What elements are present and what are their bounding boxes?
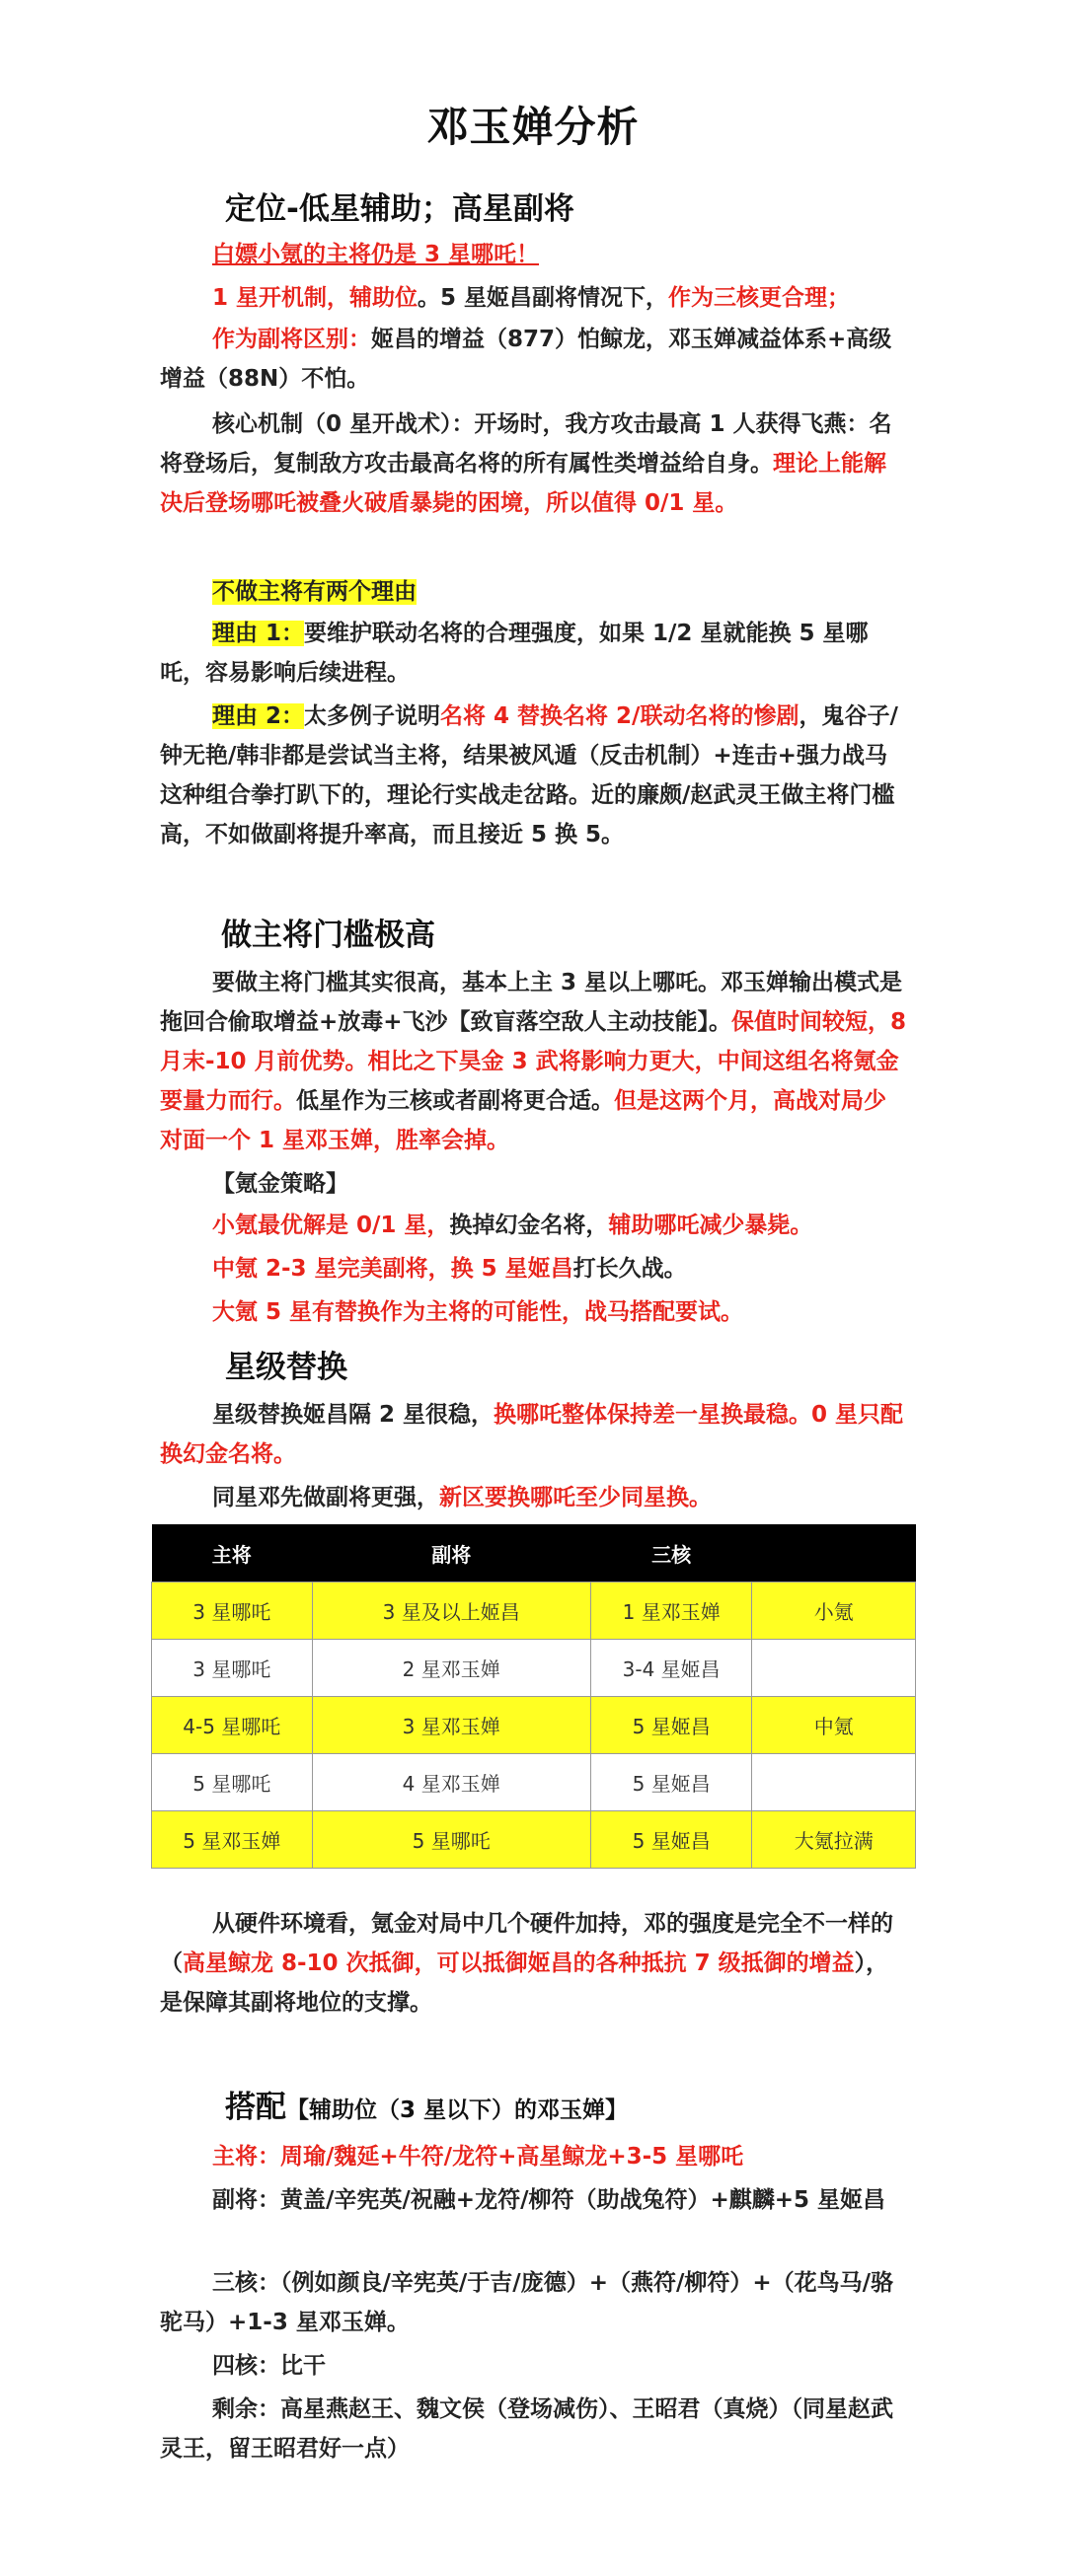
vice-difference-label: 作为副将区别： xyxy=(212,327,371,352)
mechanism-b: 。5 星姬昌副将情况下， xyxy=(418,285,669,311)
table-header-row xyxy=(152,1524,916,1582)
lineup-table xyxy=(151,1524,916,1869)
table-row xyxy=(152,1582,916,1640)
vice-difference xyxy=(160,320,908,399)
reason-2-a: 太多例子说明 xyxy=(304,703,441,729)
two-reasons-heading-text: 不做主将有两个理由 xyxy=(212,579,417,605)
note-main-nezha-text: 白嫖小氪的主将仍是 3 星哪吒！ xyxy=(212,242,540,267)
hardware-b: 高星鲸龙 8-10 次抵御，可以抵御姬昌的各种抵抗 7 级抵御的增益 xyxy=(183,1950,855,1976)
table-cell xyxy=(752,1754,916,1811)
table-cell: 5 星姬昌 xyxy=(590,1811,752,1869)
mechanism-line xyxy=(212,278,923,318)
core-mechanism-text: 核心机制（0 星开战术）：开场时，我方攻击最高 1 人获得飞燕：名将登场后，复制敌方攻击最高名将的所有属性类增益给自身。 xyxy=(160,411,892,477)
table-cell: 5 星姬昌 xyxy=(590,1697,752,1754)
hardware-c: ），是保障其副将地位的支撑。 xyxy=(160,1950,889,2016)
table-cell: 5 星哪吒 xyxy=(152,1754,313,1811)
combo-rest: 剩余：高星燕赵王、魏文侯（登场减伤）、王昭君（真烧）（同星赵武灵王，留王昭君好一点） xyxy=(160,2396,893,2462)
threshold-d: 但是这两个月，高战对局少对面一个 1 星邓玉婵，胜率会掉。 xyxy=(160,1088,886,1153)
core-mechanism xyxy=(160,405,908,523)
table-cell: 1 星邓玉婵 xyxy=(590,1582,752,1640)
mechanism-c: 作为三核更合理； xyxy=(668,285,851,311)
table-row xyxy=(152,1640,916,1697)
table-cell: 2 星邓玉婵 xyxy=(312,1640,590,1697)
table-cell: 5 星邓玉婵 xyxy=(152,1811,313,1869)
col-header-tier xyxy=(752,1524,916,1582)
col-header-main: 主将 xyxy=(152,1524,313,1582)
table-cell: 4 星邓玉婵 xyxy=(312,1754,590,1811)
section-heading-threshold: 做主将门槛极高 xyxy=(221,918,435,953)
combo-heading-text: 搭配 xyxy=(225,2090,286,2125)
table-cell: 中氪 xyxy=(752,1697,916,1754)
page-title: 邓玉婵分析 xyxy=(426,103,640,151)
table-cell: 5 星哪吒 xyxy=(312,1811,590,1869)
vice-difference-text: 姬昌的增益（877）怕鲸龙，邓玉婵减益体系+高级增益（88N）不怕。 xyxy=(160,327,892,392)
table-cell: 3-4 星姬昌 xyxy=(590,1640,752,1697)
section-heading-positioning: 定位-低星辅助；高星副将 xyxy=(225,191,574,227)
table-cell xyxy=(752,1640,916,1697)
hardware-a: 从硬件环境看，氪金对局中几个硬件加持，邓的强度是完全不一样的（ xyxy=(160,1911,893,1976)
same-star-paragraph xyxy=(212,1478,923,1517)
strategy-medium-b: 打长久战。 xyxy=(572,1256,687,1282)
two-reasons-heading xyxy=(212,572,960,612)
table-row xyxy=(152,1754,916,1811)
table-row xyxy=(152,1811,916,1869)
col-header-vice: 副将 xyxy=(312,1524,590,1582)
table-cell: 3 星邓玉婵 xyxy=(312,1697,590,1754)
table-cell: 3 星哪吒 xyxy=(152,1582,313,1640)
table-cell: 3 星及以上姬昌 xyxy=(312,1582,590,1640)
reason-2-label: 理由 2： xyxy=(212,703,305,729)
threshold-c: 低星作为三核或者副将更合适。 xyxy=(296,1088,614,1114)
star-replace-a: 星级替换姬昌隔 2 星很稳， xyxy=(212,1402,495,1428)
core-mechanism-conclusion: 理论上能解决后登场哪吒被叠火破盾暴毙的困境，所以值得 0/1 星。 xyxy=(160,451,886,516)
table-cell: 小氪 xyxy=(752,1582,916,1640)
reason-2-c: ，鬼谷子/钟无艳/韩非都是尝试当主将，结果被风遁（反击机制）+连击+强力战马这种组合拳打趴下的，理论行实战走岔路。近的廉颇/赵武灵王做主将门槛高，不如做副将提升率高，而且接近 5 换 5。 xyxy=(160,703,898,847)
strategy-heading: 【氪金策略】 xyxy=(212,1171,348,1197)
combo-core3: 三核：（例如颜良/辛宪英/于吉/庞德）+（燕符/柳符）+（花鸟马/骆驼马）+1-3 星邓玉婵。 xyxy=(160,2270,894,2335)
strategy-small-b: 换掉幻金名将， xyxy=(449,1213,609,1238)
star-replace-paragraph xyxy=(160,1395,908,1474)
section-heading-star-replace: 星级替换 xyxy=(225,1350,347,1385)
combo-vice: 副将：黄盖/辛宪英/祝融+龙符/柳符（助战兔符）+麒麟+5 星姬昌 xyxy=(212,2187,886,2213)
reason-1-label: 理由 1： xyxy=(212,621,305,646)
strategy-large: 大氪 5 星有替换作为主将的可能性，战马搭配要试。 xyxy=(212,1299,744,1325)
threshold-paragraph xyxy=(160,963,908,1160)
strategy-small-a: 小氪最优解是 0/1 星， xyxy=(212,1213,450,1238)
strategy-small xyxy=(212,1206,923,1245)
same-star-b: 新区要换哪吒至少同星换。 xyxy=(439,1485,712,1510)
reason-1-text: 要维护联动名将的合理强度，如果 1/2 星就能换 5 星哪吒，容易影响后续进程。 xyxy=(160,621,869,686)
table-cell: 4-5 星哪吒 xyxy=(152,1697,313,1754)
combo-main: 主将：周瑜/魏延+牛符/龙符+高星鲸龙+3-5 星哪吒 xyxy=(212,2144,744,2170)
hardware-paragraph xyxy=(160,1904,908,2023)
same-star-a: 同星邓先做副将更强， xyxy=(212,1485,439,1510)
star-replace-b: 换哪吒整体保持差一星换最稳。0 星只配换幻金名将。 xyxy=(160,1402,904,1467)
table-row xyxy=(152,1697,916,1754)
note-main-nezha xyxy=(212,235,960,274)
threshold-a: 要做主将门槛其实很高，基本上主 3 星以上哪吒。邓玉婵输出模式是拖回合偷取增益+放毒+飞沙【致盲落空敌人主动技能】。 xyxy=(160,970,903,1035)
table-cell: 大氪拉满 xyxy=(752,1811,916,1869)
strategy-medium xyxy=(212,1249,923,1288)
mechanism-a: 1 星开机制，辅助位 xyxy=(212,285,419,311)
col-header-core: 三核 xyxy=(590,1524,752,1582)
strategy-small-c: 辅助哪吒减少暴毙。 xyxy=(608,1213,813,1238)
reason-2-b: 名将 4 替换名将 2/联动名将的惨剧 xyxy=(440,703,800,729)
reason-2 xyxy=(160,697,908,854)
table-cell: 5 星姬昌 xyxy=(590,1754,752,1811)
table-cell: 3 星哪吒 xyxy=(152,1640,313,1697)
strategy-medium-a: 中氪 2-3 星完美副将，换 5 星姬昌 xyxy=(212,1256,573,1282)
reason-1 xyxy=(160,614,908,693)
threshold-b: 保值时间较短，8 月末-10 月前优势。相比之下昊金 3 武将影响力更大，中间这组名将氪金要量力而行。 xyxy=(160,1009,907,1114)
combo-core4: 四核：比干 xyxy=(212,2353,326,2379)
combo-heading-sub: 【辅助位（3 星以下）的邓玉婵】 xyxy=(286,2098,629,2123)
